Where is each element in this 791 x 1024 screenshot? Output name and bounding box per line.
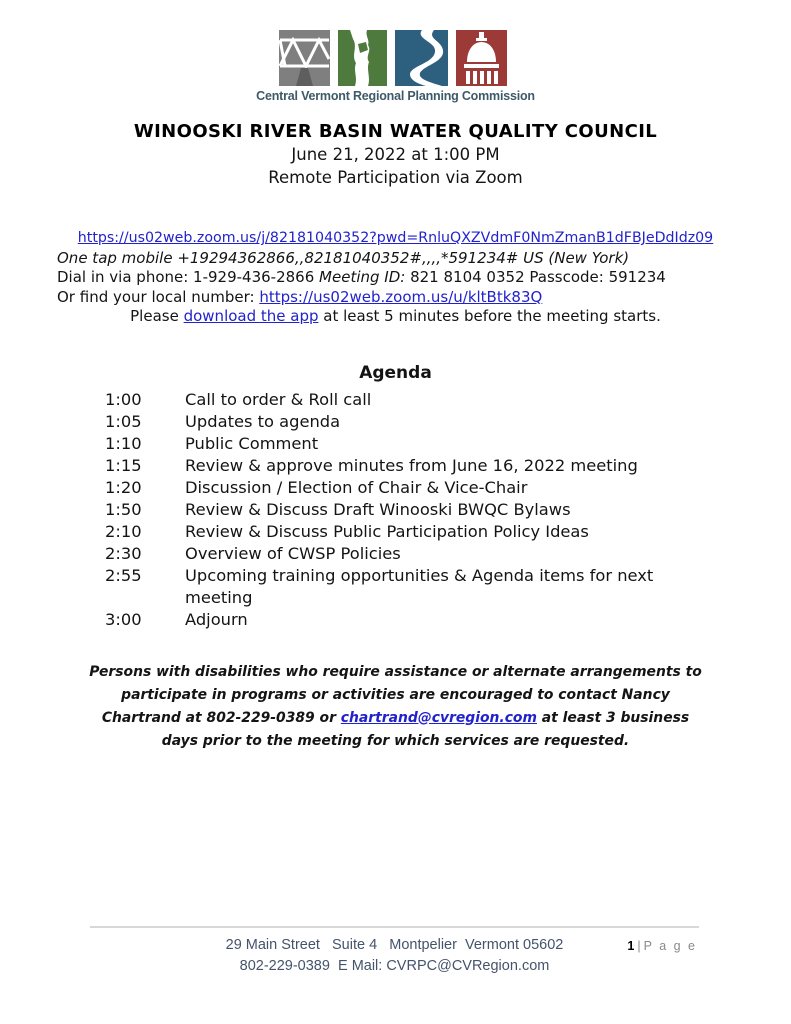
agenda-item-time: 1:15 — [105, 455, 142, 475]
agenda-row — [0, 543, 791, 565]
agenda-item-label: Discussion / Election of Chair & Vice-Chair — [185, 477, 528, 497]
agenda-row — [0, 455, 791, 477]
dial-in-text: Dial in via phone: 1-929-436-2866 — [57, 268, 320, 286]
agenda-item-label: Upcoming training opportunities & Agenda items for next meeting — [185, 565, 654, 607]
agenda-row — [0, 521, 791, 543]
agenda-item-time: 1:10 — [105, 433, 142, 453]
page-number-value: 1 — [627, 939, 635, 953]
agenda-row — [0, 389, 791, 411]
accessibility-text-before: Persons with disabilities who require assistance or alternate arrangements to participate in programs or activities are encouraged to contact Nancy Chartrand at 802-229-0389 or — [89, 663, 702, 726]
local-number-text: Or find your local number: — [57, 287, 260, 306]
page-number — [627, 936, 697, 957]
cvrpc-logo — [279, 29, 513, 87]
agenda-item-time: 1:05 — [105, 411, 142, 431]
agenda-item-label: Adjourn — [185, 609, 248, 629]
agenda-item-time: 2:10 — [105, 521, 142, 541]
meeting-datetime: June 21, 2022 at 1:00 PM — [291, 145, 500, 164]
agenda-row — [0, 433, 791, 455]
agenda-row — [0, 609, 791, 631]
meeting-id-value: 821 8104 0352 Passcode: 591234 — [405, 268, 666, 286]
agenda-row — [0, 565, 791, 609]
agenda-item-label: Updates to agenda — [185, 411, 341, 431]
footer-address: 29 Main Street Suite 4 Montpelier Vermont 05602 — [225, 937, 564, 953]
meeting-mode: Remote Participation via Zoom — [268, 168, 523, 187]
page-number-label: P a g e — [643, 939, 697, 953]
agenda-item-time: 1:00 — [105, 389, 142, 409]
agenda-row — [0, 477, 791, 499]
logo-tagline: Central Vermont Regional Planning Commission — [256, 89, 535, 103]
agenda-item-label: Call to order & Roll call — [185, 389, 372, 409]
bridge-icon — [279, 30, 330, 86]
app-note-prefix: Please — [130, 307, 184, 325]
meeting-id-label: Meeting ID: — [319, 268, 406, 286]
agenda-row — [0, 411, 791, 433]
agenda-item-time: 2:30 — [105, 543, 142, 563]
agenda-item-label: Review & Discuss Draft Winooski BWQC Bylaws — [185, 499, 571, 519]
agenda-item-time: 2:55 — [105, 565, 142, 585]
zoom-join-link[interactable]: https://us02web.zoom.us/j/82181040352?pwd=RnluQXZVdmF0NmZmanB1dFBJeDdIdz09 — [77, 230, 714, 246]
accessibility-email-link[interactable]: chartrand@cvregion.com — [340, 709, 537, 726]
app-note-suffix: at least 5 minutes before the meeting starts. — [318, 307, 661, 325]
agenda-list — [0, 389, 791, 631]
accessibility-text-after: at least 3 business days prior to the meeting for which services are requested. — [161, 709, 690, 749]
agenda-heading: Agenda — [359, 362, 432, 383]
agenda-item-time: 1:50 — [105, 499, 142, 519]
agenda-item-time: 3:00 — [105, 609, 142, 629]
vermont-map-icon — [338, 30, 387, 86]
agenda-item-label: Review & approve minutes from June 16, 2022 meeting — [185, 455, 638, 475]
local-number-link[interactable]: https://us02web.zoom.us/u/kltBtk83Q — [259, 287, 543, 306]
river-icon — [395, 30, 448, 86]
page-footer — [90, 926, 699, 977]
agenda-item-label: Review & Discuss Public Participation Policy Ideas — [185, 521, 589, 541]
page-title: WINOOSKI RIVER BASIN WATER QUALITY COUNCIL — [133, 121, 658, 142]
accessibility-notice — [82, 661, 710, 753]
agenda-item-time: 1:20 — [105, 477, 142, 497]
zoom-connection-info — [0, 229, 791, 327]
agenda-row — [0, 499, 791, 521]
download-app-link[interactable]: download the app — [183, 307, 319, 325]
one-tap-mobile-text: One tap mobile +19294362866,,82181040352#,,,,*591234# US (New York) — [57, 248, 630, 267]
page-number-pipe: | — [637, 939, 641, 953]
capitol-dome-icon — [456, 30, 507, 86]
agenda-item-label: Public Comment — [185, 433, 319, 453]
agenda-item-label: Overview of CWSP Policies — [185, 543, 401, 563]
footer-contact: 802-229-0389 E Mail: CVRPC@CVRegion.com — [239, 958, 550, 974]
org-logo — [0, 0, 791, 103]
